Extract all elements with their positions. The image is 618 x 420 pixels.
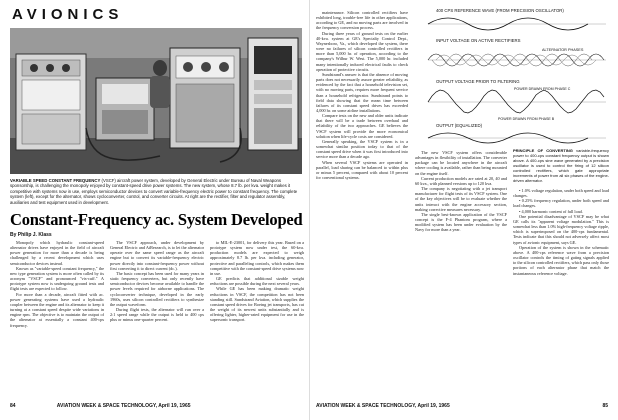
footer-publication-right: AVIATION WEEK & SPACE TECHNOLOGY, April 19, 1965 xyxy=(316,403,450,409)
diagram-label-reference: 400 CPS REFERENCE WAVE (FROM PRECISION OSCILLATOR) xyxy=(436,8,564,13)
section-title: AVIONICS xyxy=(12,6,124,23)
waveform-diagram xyxy=(418,4,612,149)
photo-caption-text: (VSCF) aircraft power system, developed by General Electric under Bureau of Naval Weapons sponsorship, is challenging the monopoly enjoyed by constant-speed drive power systems. The new system, whose 8.7 lb. per kva. weight makes it competitive with systems now in use, employs semiconductor devices to convert variable-frequency electric power to constant frequency. The complete system (left), except for the alternator, shows cycloconverter, control, and converter circuits. At right are the rectifier, filter and regulator assembly, auxiliaries and test equipment used in development. xyxy=(10,178,298,205)
diagram-label-phase-b: POWER DRAWN FROM PHASE B xyxy=(498,117,555,121)
paragraph: • 4,000 harmonic content of full load. xyxy=(519,208,583,214)
paragraph: Known as "variable-speed constant frequency," the new type generation system is more often called by its acronym "VSCF" and pronounced "vis-cuff." A prototype system now is undergoing ground tests and flight tests are expected to follow. xyxy=(10,265,104,292)
paragraph: Monopoly which hydraulic constant-speed alternator drives have enjoyed in the field of aircraft power generation for more than a decade is being challenged by a recent development which uses semiconductor devices instead. xyxy=(10,240,104,266)
page-number-right: 85 xyxy=(602,403,608,409)
paragraph: The company is negotiating with a jet transport manufacturer for flight tests of its VSCF system. One of the key objectives will be to evaluate whether the units interact with the engine accessory section, making corrective measures necessary. xyxy=(415,186,507,212)
paragraph: One potential disadvantage of VSCF may be what GE calls its "apparent voltage modulation." This is somewhat less than 1.0% high-frequency voltage ripple, which is superimposed on the 400-cps fundamental. Tests indicate that this should not adversely affect most types of avionic equipment, says GE. xyxy=(513,213,609,245)
paragraph: While GE has been making dramatic weight reductions in VSCF, the competition has not been standing still. Sundstrand Aviation, which supplies the constant speed drives for Boeing jet transports, has cut the weight of its newest units substantially and is offering lighter, higher-rated equipment for use in the supersonic transport. xyxy=(210,286,304,323)
paragraph: When several VSCF systems are operated in parallel, load sharing can be balanced to within plus or minus 5 percent, compared with about 10 percent for conventional systems. xyxy=(316,159,408,180)
paragraph: • 0.25% frequency regulation, under both speed and load changes. xyxy=(513,198,609,209)
equipment-photo xyxy=(10,28,302,174)
gutter-divider xyxy=(309,0,310,420)
diagram-label-phase-c: POWER DRAWN FROM PHASE C xyxy=(514,87,571,91)
paragraph: The basic concept has been used for many years in static frequency converters, but only recently have semiconductor devices become available to handle the power levels required for airborne applications. The cycloconverter technique, developed in the early 1960s, uses silicon controlled rectifiers to synthesize the output waveform. xyxy=(110,270,204,307)
paragraph: maintenance. Silicon controlled rectifiers have exhibited long, trouble-free life in other applications, according to GE, and no moving parts are involved in the frequency conversion process. xyxy=(316,10,408,31)
paragraph: The VSCF approach, under development by General Electric and AiResearch, is to let the alternator operate over the same speed range as the aircraft engine but to convert its variable-frequency electric power directly into constant-frequency power without first converting it to direct current (dc.). xyxy=(110,240,204,271)
diagram-caption-text: variable-frequency power to 400-cps constant frequency output is shown above. A 400-cps sine wave generated by a precision oscillator is used to control the firing of 12 silicon controlled rectifiers, which gate appropriate increments of power from all six phases of the engine-driven alternator. xyxy=(513,148,609,183)
paragraph: Operation of the system is shown in the schematic above. A 400-cps reference wave from a precision oscillator controls the timing of gating signals applied to the silicon controlled rectifiers, which pass only those portions of each alternator phase that match the instantaneous reference voltage. xyxy=(513,244,609,276)
footer-right xyxy=(316,403,608,409)
diagram-label-output: OUTPUT (EQUALIZED) xyxy=(436,123,482,128)
photo-caption xyxy=(10,178,302,205)
article-column-3 xyxy=(210,240,304,390)
article-column-1 xyxy=(10,240,104,390)
article-byline: By Philip J. Klass xyxy=(10,232,52,238)
article-column-6 xyxy=(513,188,609,390)
diagram-label-input: INPUT VOLTAGE ON ACTIVE RECTIFIERS xyxy=(436,38,521,43)
paragraph: The single best-known application of the VSCF concept is the F-4 Phantom program, where a modified system has been under evaluation by the Navy for more than a year. xyxy=(415,211,507,233)
paragraph: GE predicts that additional sizable weight reductions are possible during the next several years. xyxy=(210,276,304,287)
paragraph: Compare tests on the new and older units indicate that there will be a trade between overhaul and reliability of the two approaches. GE believes the VSCF system will provide the more economical solution when life-cycle costs are considered. xyxy=(316,113,408,139)
paragraph: Sundstrand's answer is that the absence of moving parts does not necessarily assure greater reliability, as evidenced by the fact that a household television set, with no moving parts, requires more frequent service than a household refrigerator. Sundstrand points to field data showing that the mean time between failures of its constant speed drives has exceeded 4,000 hr. on some airline installations. xyxy=(316,71,408,113)
paragraph: The new VSCF system offers considerable advantages in flexibility of installation. The converter package can be located anywhere in the aircraft where cooling is available, rather than being mounted on the engine itself. xyxy=(415,150,507,176)
footer-left xyxy=(10,403,191,409)
paragraph: During three years of ground tests on the earlier 40-kva. system at GE's Specialty Control Dept., Waynesboro, Va., which developed the system, there were no failures of silicon controlled rectifiers in more than 5,000 hr. of operation, according to the company's Wilbur W. West. The 5,000 hr. included many intentionally induced electrical faults to check operation of protective circuits. xyxy=(316,30,408,72)
diagram-caption xyxy=(513,148,609,183)
paragraph: Generally speaking, the VSCF system is in a somewhat similar position today to that of the constant speed drive when it was first introduced into service more than a decade ago. xyxy=(316,138,408,160)
footer-publication-left: AVIATION WEEK & SPACE TECHNOLOGY, April 19, 1965 xyxy=(56,403,191,409)
diagram-caption-lead: PRINCIPLE OF CONVERTING xyxy=(513,148,573,153)
article-headline: Constant-Frequency ac. System Developed xyxy=(10,210,303,229)
paragraph: Current production models are rated at 20, 40 and 60 kva., with planned versions up to 120 kva. xyxy=(415,175,507,186)
diagram-label-prefilter: OUTPUT VOLTAGE PRIOR TO FILTERING xyxy=(436,79,520,84)
article-column-4 xyxy=(316,10,408,390)
paragraph: For more than a decade, aircraft fitted with ac. power generating systems have used a hydraulic coupler between the engine and its alternator to keep it turning at a constant speed despite wide variations in engine rpm. The objective is to maintain the output of the alternator at essentially a constant 400-cps frequency. xyxy=(10,291,104,328)
paragraph: to MIL-E-23001, for delivery this year. Based on a prototype system now under test, the 60-kva. production models are expected to weigh approximately 8.7 lb. per kva. including generator, protective and paralleling controls, which makes them competitive with the constant-speed drive systems now in use. xyxy=(210,240,304,276)
paragraph: During flight tests, the alternator will run over a 2:1 speed range while the output is held to 400 cps plus or minus one-quarter percent. xyxy=(110,307,204,323)
article-column-2 xyxy=(110,240,204,390)
page-number-left: 84 xyxy=(10,403,16,409)
diagram-label-phases: ALTERNATOR PHASES xyxy=(542,48,584,52)
photo-caption-lead: VARIABLE SPEED CONSTANT FREQUENCY xyxy=(10,178,101,183)
paragraph: • 1.0% voltage regulation, under both speed and load changes. xyxy=(513,188,609,199)
article-column-5 xyxy=(415,150,507,390)
